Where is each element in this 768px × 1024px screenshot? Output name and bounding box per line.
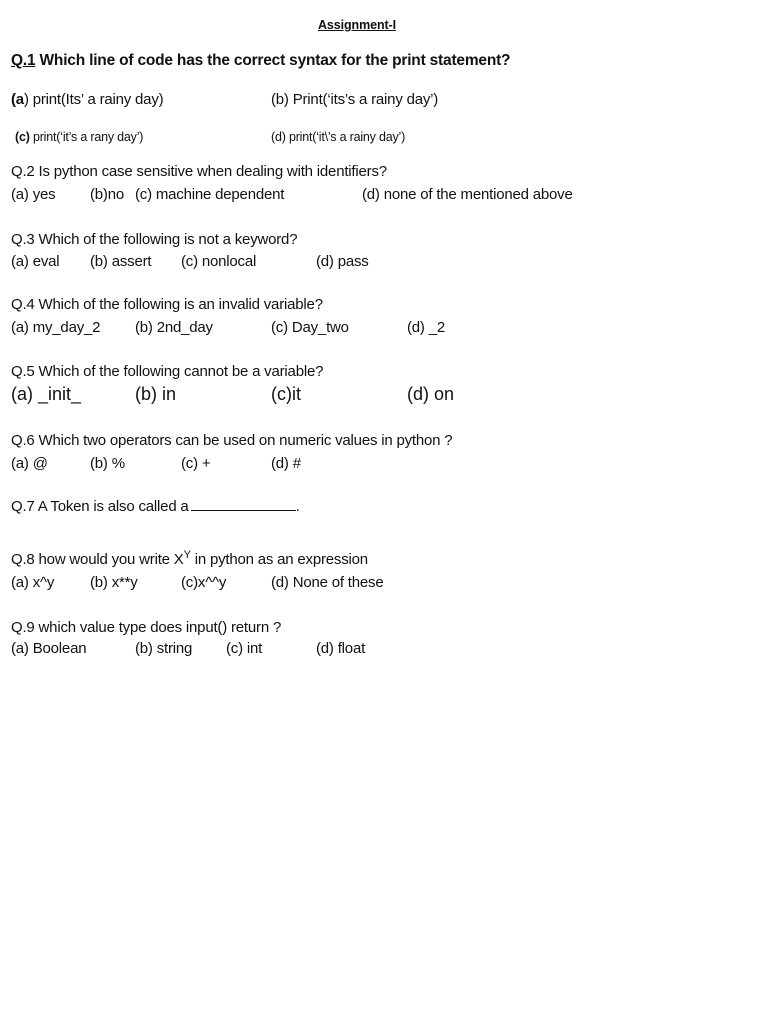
question-3: Q.3 Which of the following is not a keyword? bbox=[11, 231, 298, 248]
q4-option-c: (c) Day_two bbox=[271, 319, 349, 336]
question-7-end: . bbox=[295, 498, 300, 515]
question-8 bbox=[11, 551, 368, 568]
q3-option-d: (d) pass bbox=[316, 253, 369, 270]
q3-option-c: (c) nonlocal bbox=[181, 253, 257, 270]
q2-option-c: (c) machine dependent bbox=[135, 186, 285, 203]
q2-option-a: (a) yes bbox=[11, 186, 56, 203]
q9-option-a: (a) Boolean bbox=[11, 640, 87, 657]
q8-option-a: (a) x^y bbox=[11, 574, 55, 591]
q9-option-c: (c) int bbox=[226, 640, 263, 657]
q6-option-c: (c) + bbox=[181, 455, 211, 472]
q1-option-b: (b) Print(‘its’s a rainy day’) bbox=[271, 91, 439, 108]
q3-option-a: (a) eval bbox=[11, 253, 60, 270]
q9-option-d: (d) float bbox=[316, 640, 366, 657]
q1-option-a-text: ) print(Its’ a rainy day) bbox=[23, 91, 164, 108]
q1-option-a-letter: (a bbox=[11, 91, 24, 108]
question-2: Q.2 Is python case sensitive when dealing with identifiers? bbox=[11, 163, 387, 180]
question-1-number: Q.1 bbox=[11, 52, 36, 69]
question-6: Q.6 Which two operators can be used on numeric values in python ? bbox=[11, 432, 453, 449]
question-8-superscript: Y bbox=[183, 549, 191, 561]
q1-option-c-text: print(‘it’s a rany day’) bbox=[29, 130, 144, 144]
question-7-text: Q.7 A Token is also called a bbox=[11, 498, 189, 515]
answer-blank bbox=[191, 498, 296, 511]
question-7 bbox=[11, 498, 300, 515]
q4-option-d: (d) _2 bbox=[407, 319, 445, 336]
question-9: Q.9 which value type does input() return ? bbox=[11, 619, 282, 636]
q5-option-d: (d) on bbox=[407, 384, 455, 404]
q8-option-d: (d) None of these bbox=[271, 574, 384, 591]
q5-option-a: (a) _init_ bbox=[11, 384, 82, 404]
q2-option-b: (b)no bbox=[90, 186, 125, 203]
q8-option-b: (b) x**y bbox=[90, 574, 138, 591]
q1-option-d: (d) print(‘it\’s a rainy day’) bbox=[271, 130, 406, 144]
q9-option-b: (b) string bbox=[135, 640, 193, 657]
q4-option-b: (b) 2nd_day bbox=[135, 319, 213, 336]
q3-option-b: (b) assert bbox=[90, 253, 152, 270]
question-1-text: Which line of code has the correct syntax for the print statement? bbox=[35, 52, 511, 69]
q6-option-b: (b) % bbox=[90, 455, 125, 472]
question-4: Q.4 Which of the following is an invalid variable? bbox=[11, 296, 323, 313]
question-1 bbox=[11, 52, 510, 70]
question-8-text-after: in python as an expression bbox=[190, 551, 368, 568]
q1-option-c bbox=[15, 130, 143, 144]
page-title: Assignment-I bbox=[318, 18, 396, 32]
q5-option-b: (b) in bbox=[135, 384, 177, 404]
q6-option-a: (a) @ bbox=[11, 455, 48, 472]
q1-option-a bbox=[11, 91, 163, 108]
question-5: Q.5 Which of the following cannot be a variable? bbox=[11, 363, 324, 380]
q2-option-d: (d) none of the mentioned above bbox=[362, 186, 573, 203]
q6-option-d: (d) # bbox=[271, 455, 301, 472]
q5-option-c: (c)it bbox=[271, 384, 301, 404]
question-8-text-before: Q.8 how would you write X bbox=[11, 551, 184, 568]
q1-option-c-letter: (c) bbox=[15, 130, 30, 144]
q4-option-a: (a) my_day_2 bbox=[11, 319, 101, 336]
q8-option-c: (c)x^^y bbox=[181, 574, 227, 591]
